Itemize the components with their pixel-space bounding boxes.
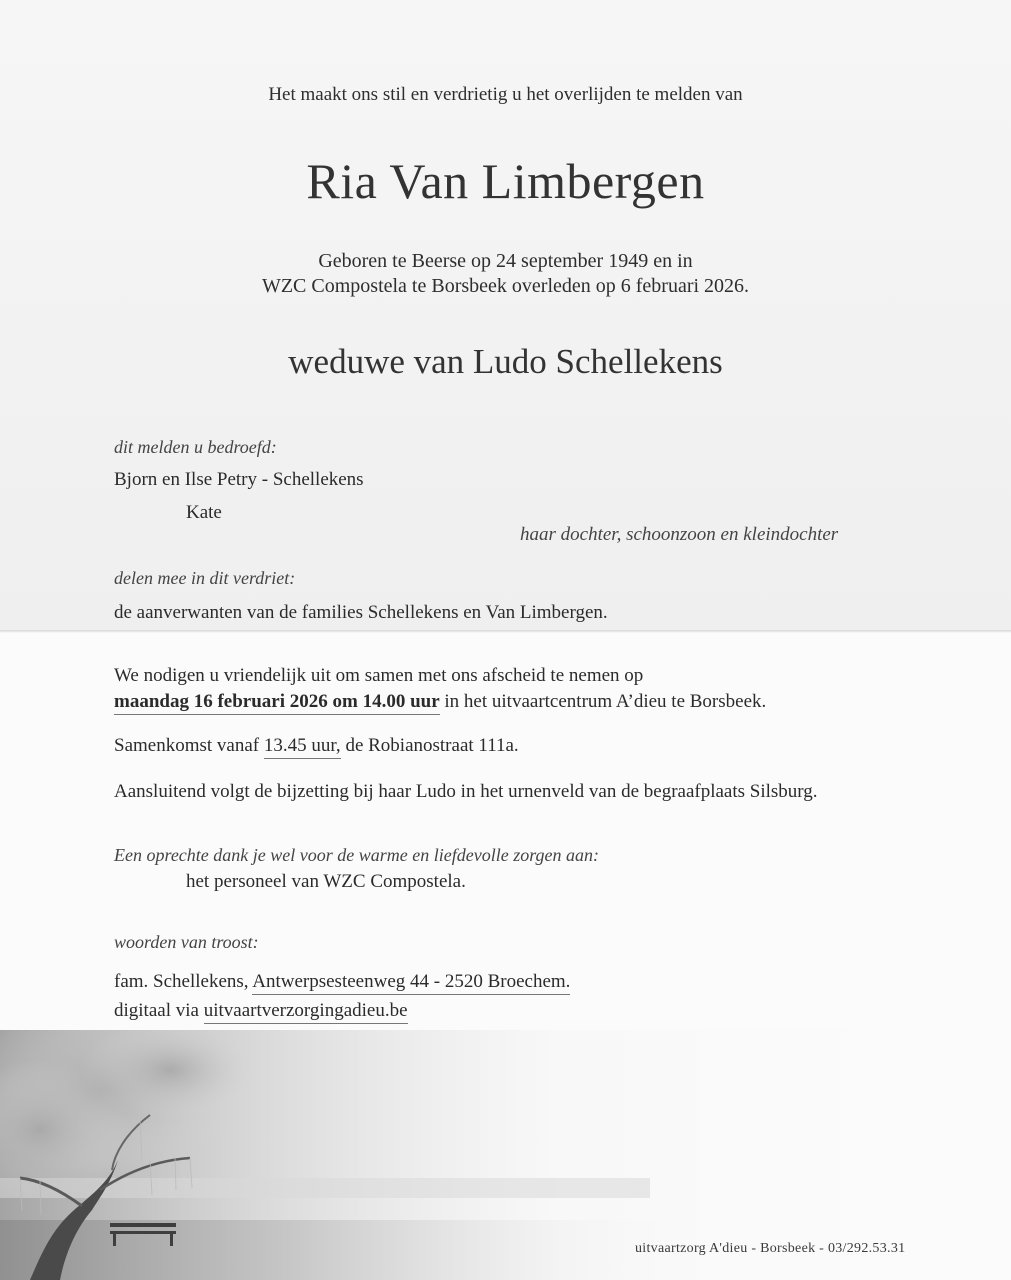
ceremony-invite: We nodigen u vriendelijk uit om samen met ons afscheid te nemen op: [114, 665, 644, 686]
gathering-address: de Robianostraat 111a.: [340, 735, 519, 756]
condolences-heading: woorden van troost:: [114, 932, 259, 952]
intro-text: Het maakt ons stil en verdrietig u het overlijden te melden van: [268, 84, 743, 105]
relatives-text: de aanverwanten van de families Schellekens en Van Limbergen.: [114, 602, 608, 623]
digital-prefix: digitaal via: [114, 1000, 204, 1021]
thanks-heading: Een oprechte dank je wel voor de warme en liefdevolle zorgen aan:: [114, 845, 600, 865]
announcers-relation: haar dochter, schoonzoon en kleindochter: [520, 524, 839, 545]
announcers-heading: dit melden u bedroefd:: [114, 437, 277, 457]
thanks-text: het personeel van WZC Compostela.: [186, 871, 466, 892]
relatives-heading: delen mee in dit verdriet:: [114, 568, 296, 588]
birth-line-1: Geboren te Beerse op 24 september 1949 en in: [318, 250, 693, 272]
condolences-address: Antwerpsesteenweg 44 - 2520 Broechem.: [252, 971, 570, 995]
deceased-name: Ria Van Limbergen: [306, 153, 705, 209]
gathering-prefix: Samenkomst vanaf: [114, 735, 264, 756]
ceremony-datetime: maandag 16 februari 2026 om 14.00 uur: [114, 691, 440, 715]
gathering-time: 13.45 uur,: [264, 735, 341, 759]
condolences-digital-line: [114, 1000, 408, 1022]
condolences-website: uitvaartverzorgingadieu.be: [204, 1000, 408, 1024]
ceremony-location: in het uitvaartcentrum A’dieu te Borsbeek.: [439, 691, 767, 712]
announcers-family: Bjorn en Ilse Petry - Schellekens: [114, 469, 364, 490]
funeral-home-footer: uitvaartzorg A'dieu - Borsbeek - 03/292.53.31: [635, 1241, 906, 1256]
burial-text: Aansluitend volgt de bijzetting bij haar Ludo in het urnenveld van de begraafplaats Silsburg.: [114, 781, 818, 802]
gathering-line: [114, 735, 519, 757]
birth-line-2: WZC Compostela te Borsbeek overleden op 6 februari 2026.: [261, 275, 750, 297]
spouse-line: weduwe van Ludo Schellekens: [288, 342, 723, 381]
condolences-address-line: [114, 971, 570, 993]
ceremony-datetime-line: [114, 691, 766, 713]
address-prefix: fam. Schellekens,: [114, 971, 253, 992]
announcers-grandchild: Kate: [186, 502, 222, 523]
